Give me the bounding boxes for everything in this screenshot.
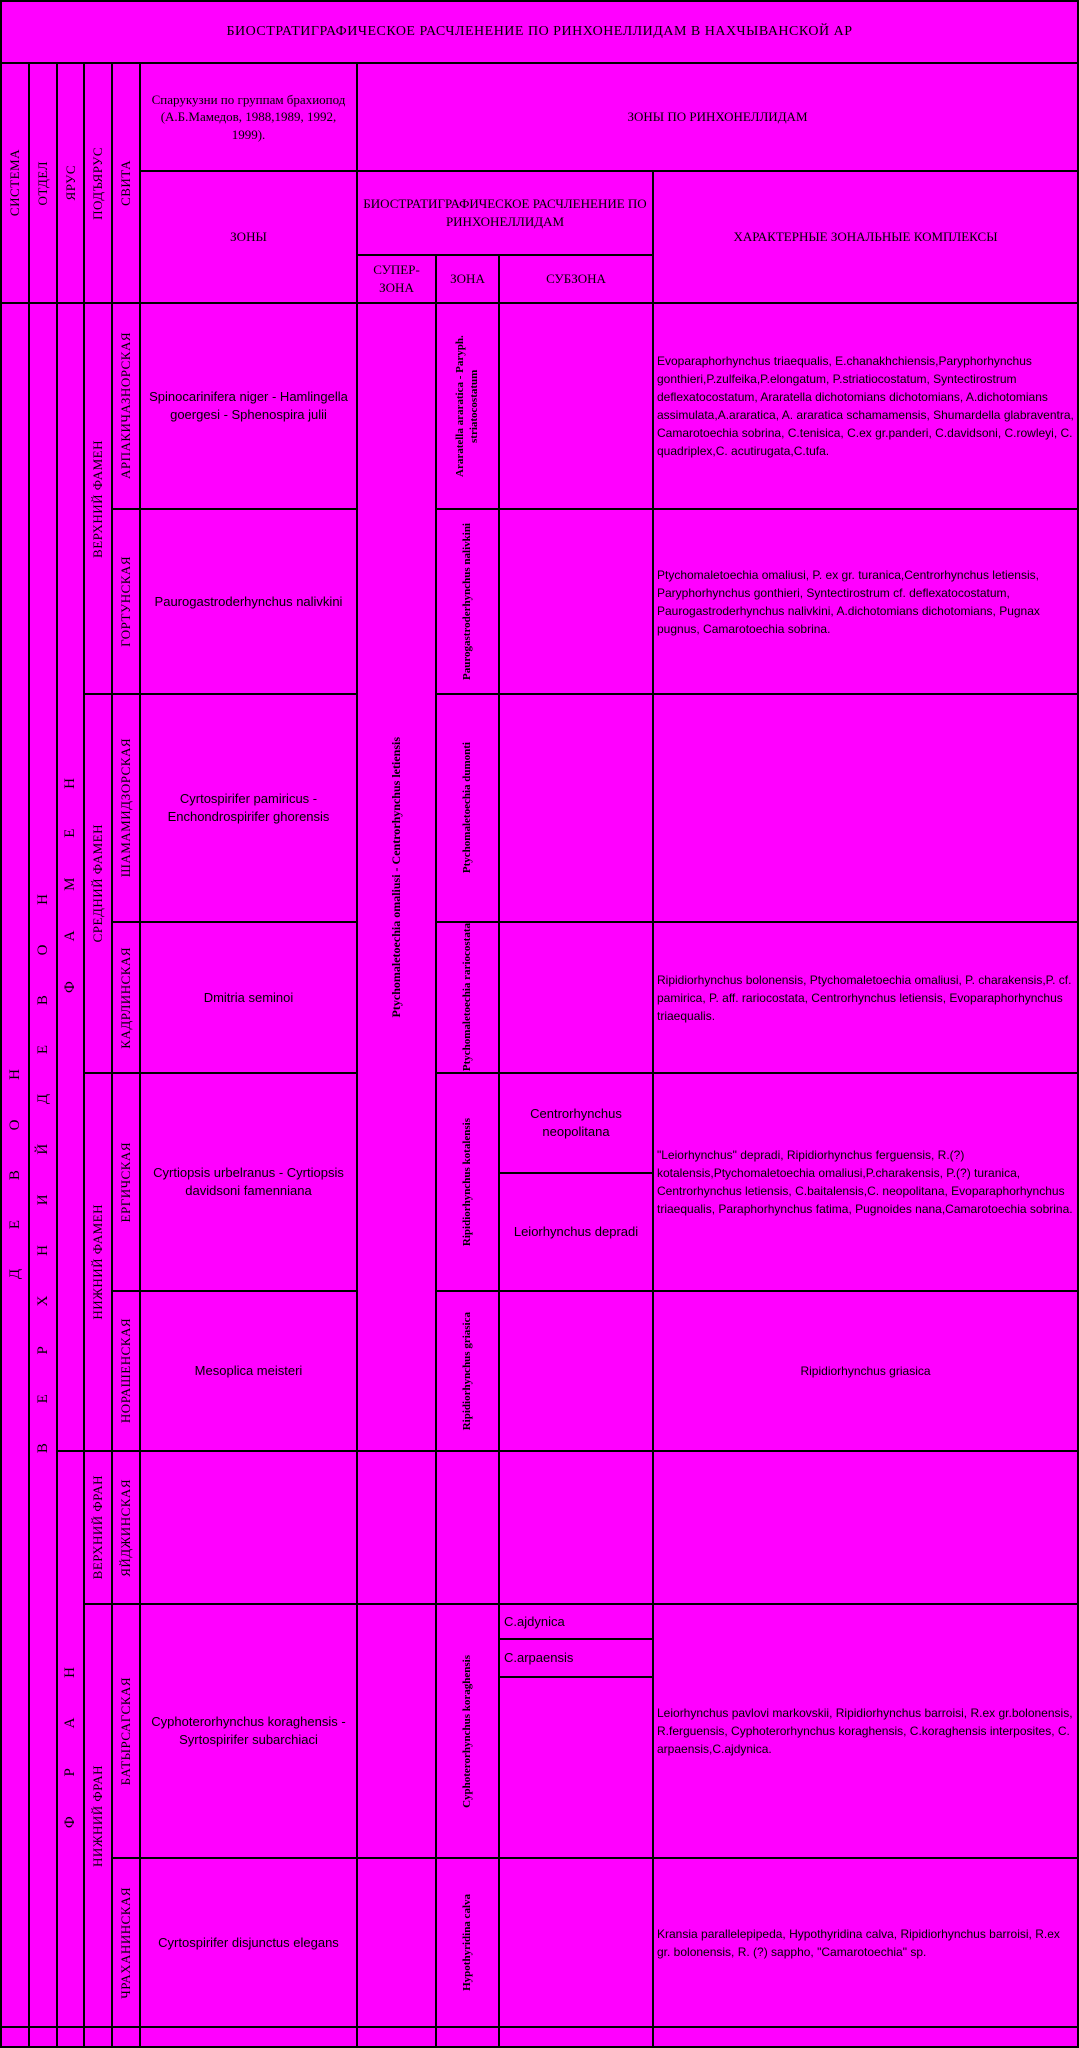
subzone-centrorhynchus: Centrorhynchus neopolitana [498, 1072, 654, 1174]
header-zone: ЗОНА [435, 254, 500, 304]
complex-6: Ripidiorhynchus griasica [652, 1290, 1079, 1452]
complex-3 [652, 693, 1079, 923]
rh-zone-3: Ptychomaletoechia dumonti [435, 693, 500, 923]
footer-cell [356, 2026, 437, 2048]
subzone-blank-2 [498, 508, 654, 695]
header-superzone: СУПЕР-ЗОНА [356, 254, 437, 304]
header-zones: ЗОНЫ [139, 170, 358, 304]
superzone: Ptychomaletoechia omaliusi - Centrorhynchus letiensis [356, 302, 437, 1452]
complex-4: Ripidiorhynchus bolonensis, Ptychomaletoechia omaliusi, P. charakensis,P. cf. pamirica, P. aff. rariocostata, Centrorhynchus letiensis, Evoparaphorhynchus triaequalis. [652, 921, 1079, 1074]
brach-zone-8: Cyphoterorhynchus koraghensis - Syrtospirifer subarchiaci [139, 1603, 358, 1859]
suite-3: ШАМАМИДЗОРСКАЯ [111, 693, 141, 923]
subzone-blank-4 [498, 921, 654, 1074]
brach-zone-2: Paurogastroderhynchus nalivkini [139, 508, 358, 695]
rh-zone-1: Araratella araratica - Paryph. striatocostatum [435, 302, 500, 510]
brach-zone-4: Dmitria seminoi [139, 921, 358, 1074]
subzone-blank-1 [498, 302, 654, 510]
stage-fran: Ф Р А Н [56, 1450, 85, 2028]
subzone-ajdynica: C.ajdynica [498, 1603, 654, 1640]
suite-1: АРПАКИЧАЗНОРСКАЯ [111, 302, 141, 510]
footer-cell [0, 2026, 30, 2048]
substage-lower-fran: НИЖНИЙ ФРАН [83, 1603, 113, 2028]
system-devon: Д Е В О Н [0, 302, 30, 2028]
substage-upper-famen: ВЕРХНИЙ ФАМЕН [83, 302, 113, 695]
rh-zone-4: Ptychomaletoechia rariocostata [435, 921, 500, 1074]
subzone-arpaensis: C.arpaensis [498, 1638, 654, 1678]
substage-lower-famen: НИЖНИЙ ФАМЕН [83, 1072, 113, 1452]
complex-5: "Leiorhynchus" depradi, Ripidiorhynchus ferguensis, R.(?) kotalensis,Ptychomaletoechia omaliusi,P.charakensis, P.(?) turanica, Centrorhynchus letiensis, C.baitalensis,C. neopolitana, Evoparaphorhynchus triaequalis, Paraphorhynchus fatima, Pugnoides nana,Camarotoechia sobrina. [652, 1072, 1079, 1292]
brach-zone-5: Cyrtiopsis urbelranus - Cyrtiopsis davidsoni famenniana [139, 1072, 358, 1292]
complex-2: Ptychomaletoechia omaliusi, P. ex gr. turanica,Centrorhynchus letiensis, Paryphorhynchus gonthieri, Syntectirostrum cf. deflexatocostatum, Paurogastroderhynchus nalivkini, A.dichotomians dichotomians, Pugnax pugnus, Camarotoechia sobrina. [652, 508, 1079, 695]
subzone-blank-3 [498, 693, 654, 923]
substage-upper-fran: ВЕРХНИЙ ФРАН [83, 1450, 113, 1605]
complex-8: Leiorhynchus pavlovi markovskii, Ripidiorhynchus barroisi, R.ex gr.bolonensis, R.ferguensis, Cyphoterorhynchus koraghensis, C.koraghensis interposites, C. arpaensis,C.ajdynica. [652, 1603, 1079, 1859]
header-bio: БИОСТРАТИГРАФИЧЕСКОЕ РАСЧЛЕНЕНИЕ ПО РИНХОНЕЛЛИДАМ [356, 170, 654, 256]
header-department: ОТДЕЛ [28, 62, 58, 304]
stage-famen: Ф А М Е Н [56, 302, 85, 1452]
brach-zone-3: Cyrtospirifer pamiricus - Enchondrospirifer ghorensis [139, 693, 358, 923]
rh-zone-9: Hypothyridina calva [435, 1857, 500, 2028]
subzone-blank-5 [498, 1290, 654, 1452]
complex-9: Kransia parallelepipeda, Hypothyridina calva, Ripidiorhynchus barroisi, R.ex gr. bolonensis, R. (?) sappho, "Camarotoechia" sp. [652, 1857, 1079, 2028]
header-substage: ПОДЪЯРУС [83, 62, 113, 304]
footer-cell [498, 2026, 654, 2048]
suite-6: НОРАШЕНСКАЯ [111, 1290, 141, 1452]
superzone-blank-3 [356, 1857, 437, 2028]
department-upper-devon: В Е Р Х Н И Й Д Е В О Н [28, 302, 58, 2028]
superzone-blank-1 [356, 1450, 437, 1605]
header-brach-title: Спарукузни по группам брахиопод (А.Б.Мамедов, 1988,1989, 1992, 1999). [139, 62, 358, 172]
footer-cell [56, 2026, 85, 2048]
header-rhynch-zones: ЗОНЫ ПО РИНХОНЕЛЛИДАМ [356, 62, 1079, 172]
suite-2: ГОРТУНСКАЯ [111, 508, 141, 695]
footer-cell [139, 2026, 358, 2048]
header-subzone: СУБЗОНА [498, 254, 654, 304]
subzone-blank-7 [498, 1676, 654, 1859]
footer-cell [83, 2026, 113, 2048]
header-system: СИСТЕМА [0, 62, 30, 304]
rh-zone-7 [435, 1450, 500, 1605]
suite-7: ЯЙДЖИНСКАЯ [111, 1450, 141, 1605]
header-characteristic: ХАРАКТЕРНЫЕ ЗОНАЛЬНЫЕ КОМПЛЕКСЫ [652, 170, 1079, 304]
complex-7 [652, 1450, 1079, 1605]
footer-cell [111, 2026, 141, 2048]
subzone-blank-8 [498, 1857, 654, 2028]
footer-cell [435, 2026, 500, 2048]
superzone-blank-2 [356, 1603, 437, 1859]
suite-5: ЕРГИЧСКАЯ [111, 1072, 141, 1292]
footer-cell [652, 2026, 1079, 2048]
substage-middle-famen: СРЕДНИЙ ФАМЕН [83, 693, 113, 1074]
subzone-blank-6 [498, 1450, 654, 1605]
rh-zone-6: Ripidiorhynchus griasica [435, 1290, 500, 1452]
header-suite: СВИТА [111, 62, 141, 304]
complex-1: Evoparaphorhynchus triaequalis, E.chanakhchiensis,Paryphorhynchus gonthieri,P.zulfeika,P.elongatum, P.striatiocostatum, Syntectirostrum deflexatocostatum, Araratella dichotomians dichotomians, A.dichotomians assimulata,A.araratica, A. araratica schamamensis, Shumardella glabraventra, Camarotoechia sobrina, C.tenisica, C.ex gr.panderi, C.davidsoni, C.rowleyi, C. quadriplex,C. acutirugata,C.tufa. [652, 302, 1079, 510]
subzone-leiorhynchus: Leiorhynchus depradi [498, 1172, 654, 1292]
suite-9: ЧРАХАНИНСКАЯ [111, 1857, 141, 2028]
table-title: БИОСТРАТИГРАФИЧЕСКОЕ РАСЧЛЕНЕНИЕ ПО РИНХОНЕЛЛИДАМ В НАХЧЫВАНСКОЙ АР [0, 0, 1079, 64]
suite-8: БАТЫРСАГСКАЯ [111, 1603, 141, 1859]
brach-zone-1: Spinocarinifera niger - Hamlingella goergesi - Sphenospira julii [139, 302, 358, 510]
footer-cell [28, 2026, 58, 2048]
rh-zone-2: Paurogastroderhynchus nalivkini [435, 508, 500, 695]
rh-zone-8: Cyphoterorhynchus koraghensis [435, 1603, 500, 1859]
brach-zone-6: Mesoplica meisteri [139, 1290, 358, 1452]
header-stage: ЯРУС [56, 62, 85, 304]
brach-zone-9: Cyrtospirifer disjunctus elegans [139, 1857, 358, 2028]
brach-zone-7 [139, 1450, 358, 1605]
rh-zone-5: Ripidiorhynchus kotalensis [435, 1072, 500, 1292]
suite-4: КАДРЛИНСКАЯ [111, 921, 141, 1074]
